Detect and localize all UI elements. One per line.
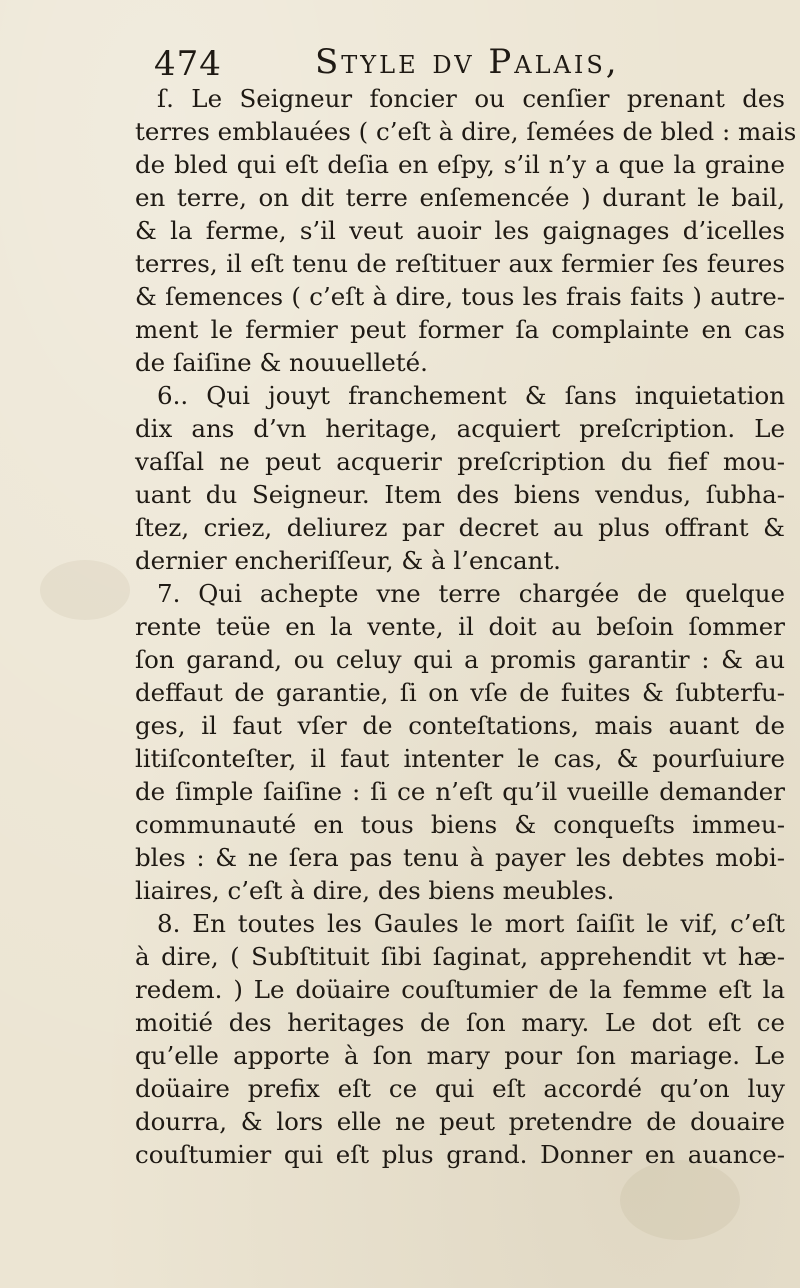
text-line: ment le fermier peut former ſa complainte en cas bbox=[135, 315, 785, 344]
text-line: ſ. Le Seigneur foncier ou cenſier prenant des bbox=[157, 84, 785, 113]
text-line: communauté en tous biens & conqueſts immeu- bbox=[135, 810, 785, 839]
text-line: qu’elle apporte à ſon mary pour ſon mariage. Le bbox=[135, 1041, 785, 1070]
text-line: de ſaiſine & nouuelleté. bbox=[135, 348, 428, 377]
text-line: vaſſal ne peut acquerir preſcription du fief mou- bbox=[135, 447, 785, 476]
text-line: terres emblauées ( c’eſt à dire, ſemées de bled : mais bbox=[135, 117, 797, 146]
text-line: de ſimple ſaiſine : ſi ce n’eſt qu’il vueille demander bbox=[135, 777, 785, 806]
text-line: moitié des heritages de ſon mary. Le dot eſt ce bbox=[135, 1008, 785, 1037]
text-line: uant du Seigneur. Item des biens vendus, ſubha- bbox=[135, 480, 785, 509]
text-line: couſtumier qui eſt plus grand. Donner en auance- bbox=[135, 1140, 785, 1169]
text-line: rente teüe en la vente, il doit au beſoin ſommer bbox=[135, 612, 785, 641]
page-number: 474 bbox=[154, 44, 222, 84]
text-line: de bled qui eſt deſia en eſpy, s’il n’y a que la graine bbox=[135, 150, 785, 179]
text-line: ſon garand, ou celuy qui a promis garantir : & au bbox=[135, 645, 785, 674]
paper-stain bbox=[40, 560, 130, 620]
text-line: en terre, on dit terre enſemencée ) durant le bail, bbox=[135, 183, 785, 212]
text-line: 8. En toutes les Gaules le mort ſaiſit le vif, c’eſt bbox=[157, 909, 785, 938]
text-line: terres, il eſt tenu de reſtituer aux fermier ſes feures bbox=[135, 249, 785, 278]
text-line: bles : & ne ſera pas tenu à payer les debtes mobi- bbox=[135, 843, 785, 872]
text-line: ſtez, criez, deliurez par decret au plus offrant & bbox=[135, 513, 785, 542]
page-header bbox=[140, 38, 660, 88]
text-line: liaires, c’eſt à dire, des biens meubles. bbox=[135, 876, 615, 905]
text-line: dernier encheriſſeur, & à l’encant. bbox=[135, 546, 561, 575]
text-line: & ſemences ( c’eſt à dire, tous les frais faits ) autre- bbox=[135, 282, 785, 311]
text-line: & la ferme, s’il veut auoir les gaignages d’icelles bbox=[135, 216, 785, 245]
running-head: Style dv Palais, bbox=[315, 42, 620, 82]
text-line: ges, il faut vſer de conteſtations, mais auant de bbox=[135, 711, 785, 740]
text-line: litiſconteſter, il faut intenter le cas, & pourſuiure bbox=[135, 744, 785, 773]
text-line: deffaut de garantie, ſi on vſe de fuites & ſubterfu- bbox=[135, 678, 785, 707]
text-line: redem. ) Le doüaire couſtumier de la femme eſt la bbox=[135, 975, 785, 1004]
text-line: à dire, ( Subſtituit ſibi ſaginat, apprehendit vt hæ- bbox=[135, 942, 785, 971]
text-line: 6.. Qui jouyt franchement & ſans inquietation bbox=[157, 381, 785, 410]
text-line: dix ans d’vn heritage, acquiert preſcription. Le bbox=[135, 414, 785, 443]
text-line: dourra, & lors elle ne peut pretendre de douaire bbox=[135, 1107, 785, 1136]
text-line: doüaire prefix eſt ce qui eſt accordé qu’on luy bbox=[135, 1074, 785, 1103]
paper-stain bbox=[620, 1160, 740, 1240]
text-line: 7. Qui achepte vne terre chargée de quelque bbox=[157, 579, 785, 608]
body-text bbox=[135, 82, 797, 1171]
